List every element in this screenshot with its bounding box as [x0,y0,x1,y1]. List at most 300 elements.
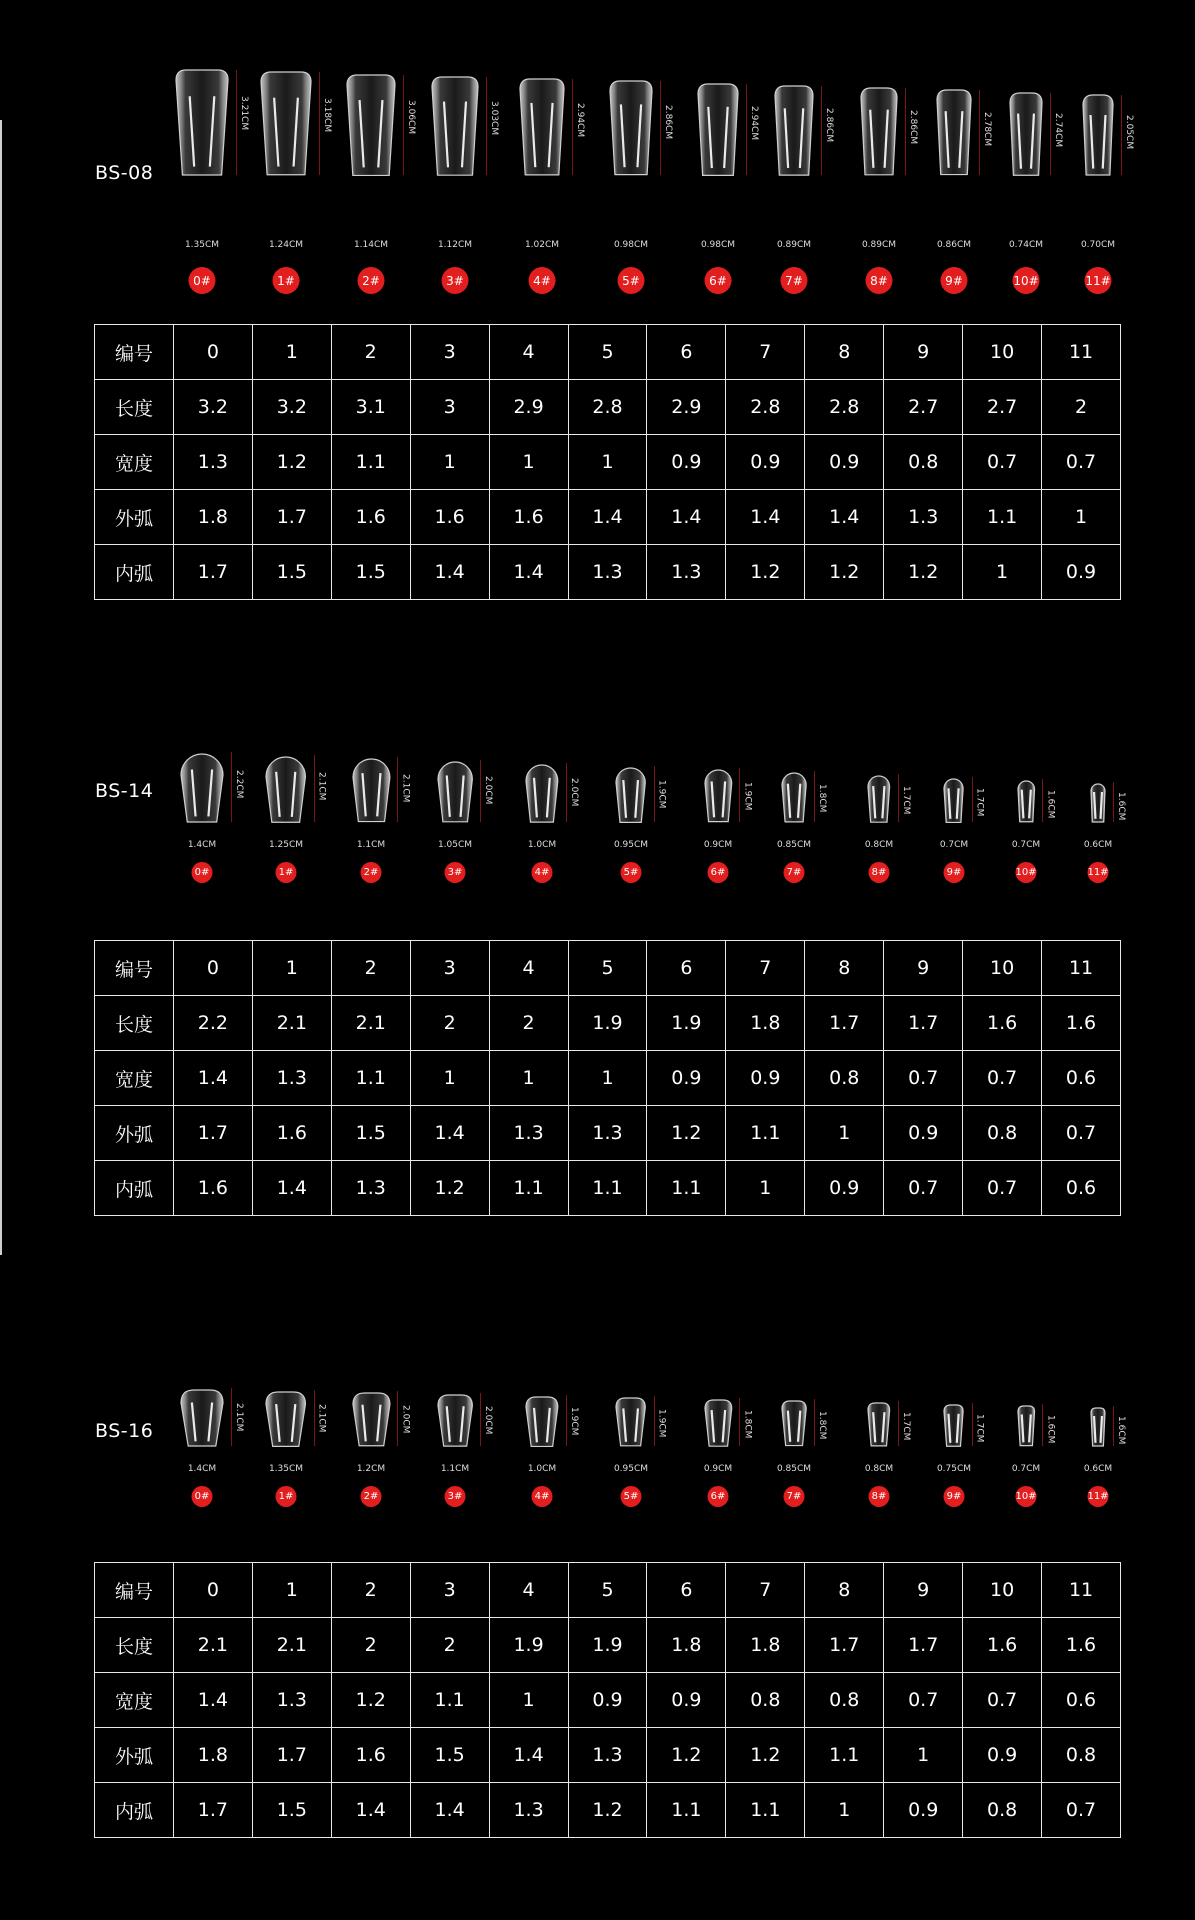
width-label: 0.75CM [936,1464,972,1474]
table-cell: 2 [331,325,410,380]
width-label: 0.6CM [1083,840,1113,850]
table-cell: 2.9 [647,380,726,435]
length-label: 2.0CM [483,1406,494,1435]
nail-tip [436,1393,474,1446]
width-label: 1.14CM [353,240,389,250]
length-label: 1.9CM [656,779,667,809]
length-label: 3.18CM [322,97,332,133]
size-badge: 6# [708,1486,729,1507]
table-cell: 1.4 [489,545,568,600]
table-cell: 1.7 [805,996,884,1051]
length-dimension-line [566,763,567,822]
table-cell: 1 [805,1106,884,1161]
table-cell: 1.1 [489,1161,568,1216]
table-cell: 1.1 [331,435,410,490]
table-cell: 1.6 [963,996,1042,1051]
width-label: 0.89CM [776,240,812,250]
table-cell: 0.7 [963,1673,1042,1728]
nail-tip [524,763,560,822]
table-cell: 1.1 [331,1051,410,1106]
table-cell: 1.9 [647,996,726,1051]
table-cell: 0.7 [963,1161,1042,1216]
length-dimension-line [898,774,899,822]
size-badge: 9# [944,862,965,883]
row-header: 编号 [95,325,174,380]
width-label: 0.6CM [1083,1464,1113,1474]
table-cell: 1.7 [173,1783,252,1838]
length-dimension-line [480,760,481,822]
size-badge: 7# [781,267,808,294]
width-label: 0.85CM [776,1464,812,1474]
table-cell: 0.7 [1042,435,1121,490]
table-cell: 1.3 [568,1106,647,1161]
width-label: 1.4CM [187,1464,217,1474]
size-badge: 8# [866,267,893,294]
section-bs-08 [0,60,1195,620]
size-badge: 7# [784,862,805,883]
table-cell: 0.8 [963,1106,1042,1161]
width-label: 1.2CM [356,1464,386,1474]
table-cell: 1.4 [173,1051,252,1106]
length-label: 1.8CM [817,783,828,813]
nail-tip [351,757,392,822]
table-cell: 1.5 [331,545,410,600]
size-badge: 5# [618,267,645,294]
length-dimension-line [397,1391,398,1446]
table-cell: 0.8 [1042,1728,1121,1783]
table-cell: 1.2 [884,545,963,600]
table-cell: 1.3 [252,1051,331,1106]
table-cell: 1.7 [252,490,331,545]
length-dimension-line [905,88,906,175]
size-badge: 1# [273,267,300,294]
length-dimension-line [486,77,487,175]
nail-tip [524,1395,560,1446]
width-label: 1.02CM [524,240,560,250]
table-cell: 2.1 [331,996,410,1051]
nail-tip [1016,1404,1037,1446]
table-cell: 1.2 [331,1673,410,1728]
table-cell: 1.5 [410,1728,489,1783]
length-label: 2.1CM [316,771,327,800]
table-cell: 2 [410,1618,489,1673]
width-label: 1.35CM [184,240,220,250]
length-dimension-line [739,768,740,822]
length-dimension-line [814,1399,815,1446]
table-cell: 1.4 [805,490,884,545]
length-dimension-line [314,755,315,822]
width-label: 0.8CM [864,1464,894,1474]
length-label: 1.7CM [900,785,911,815]
table-cell: 2.9 [489,380,568,435]
nail-tip [1089,1406,1107,1446]
table-cell: 0.9 [647,1051,726,1106]
nail-tip [614,1396,647,1446]
length-dimension-line [739,1398,740,1446]
table-cell: 1.1 [963,490,1042,545]
row-header: 外弧 [95,1106,174,1161]
table-cell: 10 [963,941,1042,996]
table-cell: 1 [252,1563,331,1618]
row-header: 编号 [95,1563,174,1618]
length-dimension-line [403,75,404,175]
nail-tip [780,771,808,822]
table-cell: 4 [489,1563,568,1618]
table-cell: 1.3 [884,490,963,545]
table-cell: 1.4 [252,1161,331,1216]
table-cell: 1.1 [726,1783,805,1838]
table-cell: 0 [173,941,252,996]
table-cell: 1.7 [805,1618,884,1673]
length-label: 2.0CM [483,775,494,804]
width-label: 1.0CM [527,1464,557,1474]
width-label: 0.9CM [703,840,733,850]
table-cell: 1.7 [884,1618,963,1673]
table-cell: 2.1 [173,1618,252,1673]
table-cell: 1 [805,1783,884,1838]
section-title: BS-14 [95,780,154,802]
table-cell: 1.6 [173,1161,252,1216]
table-cell: 1.6 [331,490,410,545]
width-label: 1.4CM [187,840,217,850]
section-title: BS-08 [95,162,154,184]
table-cell: 2.7 [884,380,963,435]
length-dimension-line [231,752,232,822]
length-dimension-line [1113,1406,1114,1446]
table-cell: 1.8 [173,1728,252,1783]
table-cell: 0.8 [884,435,963,490]
row-header: 内弧 [95,1783,174,1838]
size-badge: 0# [189,267,216,294]
length-label: 2.74CM [1053,113,1063,148]
table-cell: 1.7 [884,996,963,1051]
table-cell: 1.1 [410,1673,489,1728]
table-cell: 1 [252,325,331,380]
table-cell: 1 [884,1728,963,1783]
size-badge: 2# [358,267,385,294]
width-label: 0.89CM [861,240,897,250]
table-cell: 11 [1042,325,1121,380]
nail-tips-row [160,1370,1150,1590]
width-label: 1.1CM [440,1464,470,1474]
table-cell: 0.7 [963,435,1042,490]
length-label: 1.6CM [1116,792,1126,821]
length-label: 1.6CM [1045,1414,1056,1444]
spec-table [94,940,1121,1216]
width-label: 0.98CM [613,240,649,250]
size-badge: 7# [784,1486,805,1507]
width-label: 0.8CM [864,840,894,850]
size-badge: 0# [192,862,213,883]
table-cell: 1.6 [489,490,568,545]
table-cell: 1.6 [410,490,489,545]
length-label: 2.94CM [575,103,585,138]
section-bs-14 [0,740,1195,1240]
nail-tip [942,777,965,822]
table-cell: 0.7 [963,1051,1042,1106]
length-dimension-line [821,86,822,175]
row-header: 外弧 [95,1728,174,1783]
table-cell: 0.7 [1042,1783,1121,1838]
table-row [95,325,1121,380]
table-cell: 3 [410,1563,489,1618]
length-dimension-line [480,1393,481,1446]
length-label: 2.0CM [400,1404,411,1434]
table-cell: 3.1 [331,380,410,435]
table-cell: 1.6 [331,1728,410,1783]
table-cell: 1.4 [410,545,489,600]
table-cell: 7 [726,1563,805,1618]
nail-tip [935,90,973,175]
nail-tip [696,84,740,175]
table-cell: 4 [489,941,568,996]
table-cell: 5 [568,941,647,996]
nail-tip [436,760,474,822]
table-cell: 1.8 [173,490,252,545]
table-cell: 1.3 [489,1783,568,1838]
row-header: 长度 [95,380,174,435]
nail-tips-row [160,60,1150,288]
size-badge: 11# [1088,1486,1109,1507]
length-label: 2.05CM [1124,115,1134,150]
table-cell: 0.6 [1042,1161,1121,1216]
length-label: 1.9CM [656,1408,667,1437]
table-cell: 7 [726,941,805,996]
width-label: 1.12CM [437,240,473,250]
size-badge: 1# [276,862,297,883]
table-cell: 2.1 [252,996,331,1051]
table-cell: 1 [726,1161,805,1216]
table-cell: 1.5 [252,1783,331,1838]
table-cell: 2.8 [568,380,647,435]
nail-tip [430,77,480,175]
table-cell: 1.3 [568,1728,647,1783]
nail-tip [942,1403,965,1446]
size-badge: 8# [869,862,890,883]
table-cell: 0.7 [1042,1106,1121,1161]
table-cell: 1.6 [1042,1618,1121,1673]
table-cell: 0.9 [647,1673,726,1728]
length-label: 1.6CM [1045,789,1056,819]
table-cell: 6 [647,941,726,996]
width-label: 0.7CM [1011,1464,1041,1474]
spec-table [94,324,1121,600]
nail-tip [179,752,225,822]
table-row [95,1673,1121,1728]
table-cell: 2 [1042,380,1121,435]
table-row [95,1783,1121,1838]
nail-tip [780,1399,808,1446]
row-header: 外弧 [95,490,174,545]
table-cell: 1.6 [1042,996,1121,1051]
table-cell: 2 [331,941,410,996]
table-row [95,1728,1121,1783]
table-cell: 9 [884,325,963,380]
size-badge: 3# [445,862,466,883]
table-cell: 5 [568,1563,647,1618]
nail-tip [1016,779,1037,822]
table-cell: 2 [410,996,489,1051]
table-cell: 1.9 [489,1618,568,1673]
table-cell: 0.8 [805,1673,884,1728]
table-cell: 0.9 [884,1106,963,1161]
row-header: 长度 [95,996,174,1051]
length-label: 1.7CM [974,787,985,817]
table-cell: 1.4 [489,1728,568,1783]
width-label: 0.95CM [613,840,649,850]
table-cell: 11 [1042,1563,1121,1618]
table-cell: 4 [489,325,568,380]
nail-tip [259,72,313,175]
table-cell: 0.9 [805,435,884,490]
table-cell: 1.1 [647,1783,726,1838]
table-cell: 2.7 [963,380,1042,435]
table-cell: 1.8 [726,996,805,1051]
nail-tip [773,86,815,175]
nail-tip [351,1391,392,1446]
table-cell: 9 [884,1563,963,1618]
width-label: 0.86CM [936,240,972,250]
length-label: 2.1CM [234,1402,244,1431]
size-badge: 4# [529,267,556,294]
length-dimension-line [1042,1404,1043,1446]
nail-tip [264,755,307,822]
table-row [95,380,1121,435]
length-label: 2.1CM [400,773,411,802]
table-cell: 1.2 [805,545,884,600]
size-badge: 5# [621,862,642,883]
table-cell: 0.9 [568,1673,647,1728]
table-cell: 0.7 [884,1051,963,1106]
table-cell: 2 [331,1618,410,1673]
table-cell: 2.8 [726,380,805,435]
width-label: 1.05CM [437,840,473,850]
table-cell: 1.2 [726,545,805,600]
table-cell: 0.8 [963,1783,1042,1838]
size-badge: 2# [361,1486,382,1507]
spec-table [94,1562,1121,1838]
length-label: 2.78CM [982,111,992,146]
table-cell: 1.3 [252,1673,331,1728]
table-cell: 10 [963,325,1042,380]
table-cell: 0.9 [647,435,726,490]
size-badge: 2# [361,862,382,883]
length-dimension-line [660,81,661,175]
size-badge: 3# [442,267,469,294]
length-dimension-line [654,1396,655,1446]
nail-tip [866,774,892,822]
table-row [95,490,1121,545]
table-cell: 1.8 [726,1618,805,1673]
width-label: 0.9CM [703,1464,733,1474]
length-label: 2.94CM [749,106,759,141]
length-dimension-line [979,90,980,175]
size-badge: 10# [1013,267,1040,294]
table-cell: 1.2 [647,1728,726,1783]
size-badge: 10# [1016,1486,1037,1507]
length-dimension-line [231,1388,232,1446]
length-label: 2.0CM [568,777,579,807]
size-badge: 11# [1088,862,1109,883]
length-dimension-line [397,757,398,822]
row-header: 内弧 [95,545,174,600]
row-header: 宽度 [95,1673,174,1728]
size-badge: 10# [1016,862,1037,883]
size-badge: 8# [869,1486,890,1507]
table-cell: 1.6 [252,1106,331,1161]
table-row [95,996,1121,1051]
size-badge: 0# [192,1486,213,1507]
table-cell: 0.9 [805,1161,884,1216]
table-cell: 1.2 [252,435,331,490]
table-cell: 1.7 [173,1106,252,1161]
table-cell: 1.1 [726,1106,805,1161]
table-cell: 0.8 [726,1673,805,1728]
section-title: BS-16 [95,1420,154,1442]
table-cell: 7 [726,325,805,380]
nail-tip [859,88,899,175]
table-cell: 1.4 [647,490,726,545]
nail-tip [1081,95,1115,175]
table-cell: 3 [410,325,489,380]
table-cell: 2.1 [252,1618,331,1673]
table-cell: 9 [884,941,963,996]
table-row [95,1051,1121,1106]
size-badge: 6# [705,267,732,294]
table-row [95,1618,1121,1673]
width-label: 0.95CM [613,1464,649,1474]
table-cell: 1.2 [568,1783,647,1838]
nail-tip [345,75,397,175]
table-row [95,1161,1121,1216]
table-cell: 1 [489,1051,568,1106]
size-badge: 5# [621,1486,642,1507]
row-header: 长度 [95,1618,174,1673]
nail-tip [1089,782,1107,822]
table-row [95,545,1121,600]
table-cell: 1.3 [647,545,726,600]
table-cell: 5 [568,325,647,380]
table-cell: 1.7 [252,1728,331,1783]
table-cell: 1.9 [568,1618,647,1673]
table-cell: 1 [489,435,568,490]
nail-tip [608,81,654,175]
length-label: 2.86CM [663,104,673,139]
table-cell: 0 [173,325,252,380]
nail-tip [174,70,230,175]
length-label: 1.7CM [974,1413,985,1442]
width-label: 0.74CM [1008,240,1044,250]
length-dimension-line [814,771,815,822]
nail-tip [866,1401,892,1446]
length-label: 1.7CM [900,1412,911,1441]
size-badge: 4# [532,1486,553,1507]
size-badge: 1# [276,1486,297,1507]
table-cell: 1.8 [647,1618,726,1673]
table-cell: 1 [568,435,647,490]
width-label: 0.7CM [1011,840,1041,850]
row-header: 宽度 [95,435,174,490]
table-cell: 1.2 [647,1106,726,1161]
width-label: 0.70CM [1080,240,1116,250]
length-label: 1.8CM [742,1409,753,1439]
table-cell: 0 [173,1563,252,1618]
nail-tip [264,1390,307,1446]
table-cell: 0.6 [1042,1673,1121,1728]
table-cell: 0.9 [1042,545,1121,600]
table-cell: 3 [410,941,489,996]
size-badge: 6# [708,862,729,883]
